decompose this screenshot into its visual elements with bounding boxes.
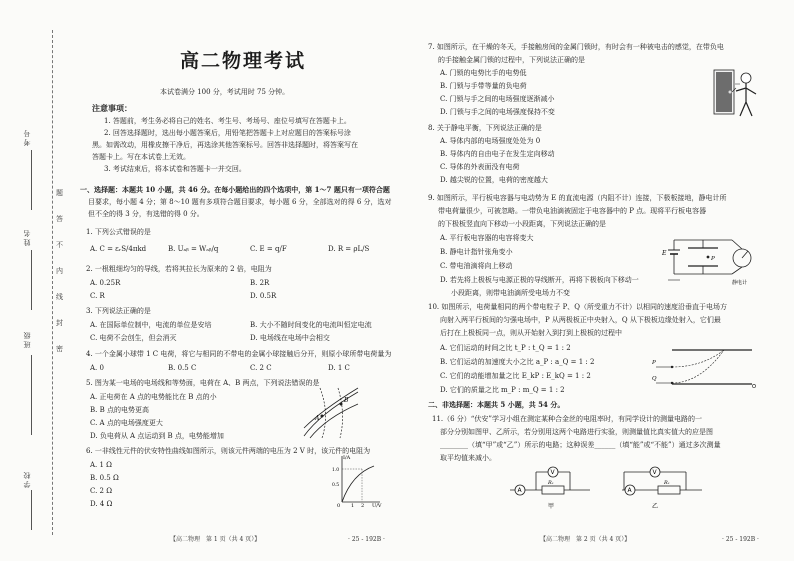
footer-left: 【高二物理 第 1 页（共 4 页）】 (170, 536, 261, 543)
q6-tick: 1.0 (332, 468, 340, 473)
q11-voltmeter-label: V (652, 469, 657, 476)
seal-dashed-line (52, 30, 53, 535)
notice-line: 3. 考试结束后，将本试卷和答题卡一并交回。 (104, 165, 246, 173)
q10-label-q: Q (652, 376, 657, 382)
q9-option-b: B. 静电计指针张角变小 (440, 248, 513, 256)
q5-label-b: B (344, 397, 349, 404)
section-2-heading: 二、非选择题：本题共 5 小题，共 54 分。 (428, 400, 565, 409)
q6-origin: 0 (337, 503, 341, 508)
q11-circuit-b (620, 462, 704, 514)
q6-stem: 6. 一非线性元件的伏安特性曲线如图所示，则该元件两端的电压为 2 V 时，该元件的电阻为 (86, 447, 371, 455)
q7-door-illustration (710, 64, 762, 120)
footer-left-code: · 25 - 192B · (348, 536, 385, 543)
q11-ammeter-label: A (627, 487, 632, 494)
binding-margin (0, 0, 64, 561)
q8-option-a: A. 导体内部的电场强度处处为 0 (440, 137, 541, 145)
q11-circuit-a (508, 462, 592, 514)
q1-option-a: A. C = εᵣS/4πkd (90, 245, 147, 253)
q10-stem: 向射入两平行板间的匀强电场中，P 从两极板正中央射入，Q 从下极板边缘处射入，它们最 (440, 316, 721, 324)
q9-label-p: P (711, 256, 715, 262)
q4-option-a: A. 0 (90, 364, 104, 372)
q11-stem: ________（填“甲”或“乙”）所示的电路；这种误差______（填“能”或“不能”）通过多次测量 (440, 441, 721, 449)
q5-stem: 5. 图为某一电场的电场线和等势面，电荷在 A、B 两点，下列说法错误的是 (86, 379, 320, 387)
notice-line: 2. 回答选择题时，选出每小题答案后，用铅笔把答题卡上对应题目的答案标号涂 (104, 129, 351, 137)
notice-heading: 注意事项： (92, 103, 132, 113)
q5-option-c: C. A 点的电场强度更大 (90, 419, 163, 427)
q11-rx-label: Rₓ (548, 480, 554, 486)
q9-label-electrometer: 静电计 (732, 280, 748, 286)
seal-char: 内 (56, 267, 63, 275)
footer-right: 【高二物理 第 2 页（共 4 页）】 (540, 536, 631, 543)
q9-stem: 9. 如图所示，平行板电容器与电动势为 E 的直流电源（内阻不计）连接，下极板接地，静电计所 (428, 194, 727, 202)
q9-option-c: C. 带电油滴将向上移动 (440, 262, 513, 270)
q6-iv-curve (332, 452, 384, 508)
q5-option-d: D. 负电荷从 A 点运动到 B 点，电势能增加 (90, 432, 224, 440)
q7-option-b: B. 门锁与手带等量的负电荷 (440, 82, 527, 90)
q9-label-e: E (662, 250, 667, 257)
binding-label-class: 班级 (23, 330, 31, 348)
q10-option-c: C. 它们的动能增加量之比 E_kP : E_kQ = 1 : 2 (440, 372, 591, 380)
exam-subtitle: 本试卷满分 100 分，考试用时 75 分钟。 (160, 88, 290, 96)
q11-stem: 取平均值来减小。 (440, 454, 496, 462)
q6-option-c: C. 2 Ω (90, 487, 113, 495)
q3-option-b: B. 大小不随时间变化的电流叫恒定电流 (250, 321, 372, 329)
q10-stem: 后打在上极板同一点，则从开始射入到打到上极板的过程中 (440, 329, 622, 337)
q11-circuit-a-caption: 甲 (548, 503, 555, 510)
binding-label-name: 姓名 (23, 228, 31, 246)
q9-stem: 的下极板竖直向下移动一小段距离，下列说法正确的是 (438, 220, 606, 228)
q3-option-a: A. 在国际单位制中，电流的单位是安培 (90, 321, 212, 329)
q10-deflection-diagram (652, 342, 762, 392)
notice-line: 黑。如需改动，用橡皮擦干净后，再选涂其他答案标号。回答非选择题时，将答案写在 (92, 141, 358, 149)
q10-label-p: P (652, 360, 656, 366)
q2-stem: 2. 一根粗细均匀的导线，若将其拉长为原来的 2 倍，电阻为 (86, 265, 272, 273)
q11-stem: 部分分别如图甲、乙所示，若分别用这两个电路进行实验，则测量值比真实值大的应是图 (440, 428, 713, 436)
q4-stem: 4. 一个金属小球带 1 C 电荷，将它与相同的不带电的金属小球接触后分开，则原小球所带电荷量为 (86, 350, 392, 358)
q6-tick: 0.5 (332, 483, 340, 488)
q7-stem: 7. 如图所示，在干燥的冬天，手接触房间的金属门锁时，有时会有一种被电击的感觉，在带负电 (428, 43, 724, 51)
q2-option-a: A. 0.25R (90, 279, 121, 287)
section-1-line: 但不全的得 3 分，有选错的得 0 分。 (88, 210, 204, 218)
q11-circuit-b-caption: 乙 (652, 503, 659, 510)
q9-option-a: A. 平行板电容器的电容将变大 (440, 234, 534, 242)
binding-label-exam-no: 考号 (23, 128, 31, 146)
q7-option-d: D. 门锁与手之间的电场强度保持不变 (440, 108, 555, 116)
section-1-line: 目要求，每小题 4 分；第 8～10 题有多项符合题目要求，每小题 6 分，全部选对的得 6 分，选对 (88, 198, 392, 206)
q11-stem: 11.（6 分）“伏安”学习小组在测定某种合金丝的电阻率时，有同学设计的测量电路的一 (432, 415, 702, 423)
binding-label-school: 学校 (23, 470, 31, 488)
q2-option-c: C. R (90, 292, 105, 300)
q11-rx-label: Rₓ (664, 480, 670, 486)
q3-option-d: D. 电场线在电场中会相交 (250, 334, 330, 342)
q2-option-b: B. 2R (250, 279, 270, 287)
seal-char: 不 (56, 241, 63, 249)
seal-char: 封 (56, 319, 63, 327)
q4-option-d: D. 1 C (328, 364, 350, 372)
q5-field-diagram (300, 384, 362, 440)
q1-option-b: B. Uₐᵦ = Wₐᵦ/q (168, 245, 219, 253)
q7-stem: 的手接触金属门锁的过程中，下列说法正确的是 (438, 56, 585, 64)
q9-stem: 带电荷量很少，可被忽略。一带负电油滴被固定于电容器中的 P 点。现将平行板电容器 (438, 207, 707, 215)
q4-option-b: B. 0.5 C (168, 364, 197, 372)
q6-option-a: A. 1 Ω (90, 461, 112, 469)
q9-option-d-cont: 小段距离，则带电油滴所受电场力不变 (451, 289, 570, 297)
q10-option-a: A. 它们运动的时间之比 t_P : t_Q = 1 : 2 (440, 344, 571, 352)
q3-stem: 3. 下列说法正确的是 (86, 307, 151, 315)
q9-option-d: D. 若先将上极板与电源正极的导线断开，再将下极板向下移动一 (440, 276, 639, 284)
q5-label-a: A (315, 415, 320, 422)
q5-option-b: B. B 点的电势更高 (90, 406, 149, 414)
q1-stem: 1. 下列公式错误的是 (86, 228, 151, 236)
seal-char: 密 (56, 345, 63, 353)
q8-stem: 8. 关于静电平衡，下列说法正确的是 (428, 124, 542, 132)
q2-option-d: D. 0.5R (250, 292, 277, 300)
q11-ammeter-label: A (517, 487, 522, 494)
q4-option-c: C. 2 C (250, 364, 272, 372)
q1-option-d: D. R = ρL/S (328, 245, 370, 253)
seal-char: 线 (56, 293, 63, 301)
q8-option-b: B. 导体内的自由电子在发生定向移动 (440, 150, 555, 158)
q6-tick: 2 (361, 503, 365, 508)
seal-char: 答 (56, 215, 63, 223)
page-title: 高二物理考试 (180, 50, 307, 72)
notice-line: 答题卡上。写在本试卷上无效。 (92, 153, 190, 161)
q10-stem: 10. 如图所示，电荷量相同的两个带电粒子 P、Q（所受重力不计）以相同的速度沿垂直于电场方 (428, 303, 728, 311)
q8-option-d: D. 越尖锐的位置，电荷的密度越大 (440, 176, 548, 184)
q6-axis-i: I/A (343, 455, 351, 461)
section-1-heading: 一、选择题：本题共 10 小题，共 46 分。在每小题给出的四个选项中，第 1～7 题只有一项符合题 (80, 185, 390, 194)
q6-option-d: D. 4 Ω (90, 500, 113, 508)
q10-option-d: D. 它们的质量之比 m_P : m_Q = 1 : 2 (440, 386, 565, 394)
q7-option-a: A. 门锁的电势比手的电势低 (440, 69, 527, 77)
seal-char: 题 (56, 189, 63, 197)
q6-tick: 1 (351, 503, 355, 508)
footer-right-code: · 25 - 192B · (722, 536, 759, 543)
q11-voltmeter-label: V (550, 469, 555, 476)
q5-option-a: A. 正电荷在 A 点的电势能比在 B 点的小 (90, 393, 217, 401)
q6-option-b: B. 0.5 Ω (90, 474, 119, 482)
notice-line: 1. 答题前，考生务必将自己的姓名、考生号、考场号、座位号填写在答题卡上。 (104, 117, 351, 125)
q10-option-b: B. 它们运动的加速度大小之比 a_P : a_Q = 1 : 2 (440, 358, 595, 366)
q1-option-c: C. E = q/F (250, 245, 287, 253)
q3-option-c: C. 电荷不会创生，但会消灭 (90, 334, 177, 342)
q6-axis-u: U/V (372, 503, 382, 508)
q7-option-c: C. 门锁与手之间的电场强度逐渐减小 (440, 95, 555, 103)
q9-capacitor-circuit (660, 230, 766, 286)
q8-option-c: C. 导体的外表面没有电荷 (440, 163, 520, 171)
